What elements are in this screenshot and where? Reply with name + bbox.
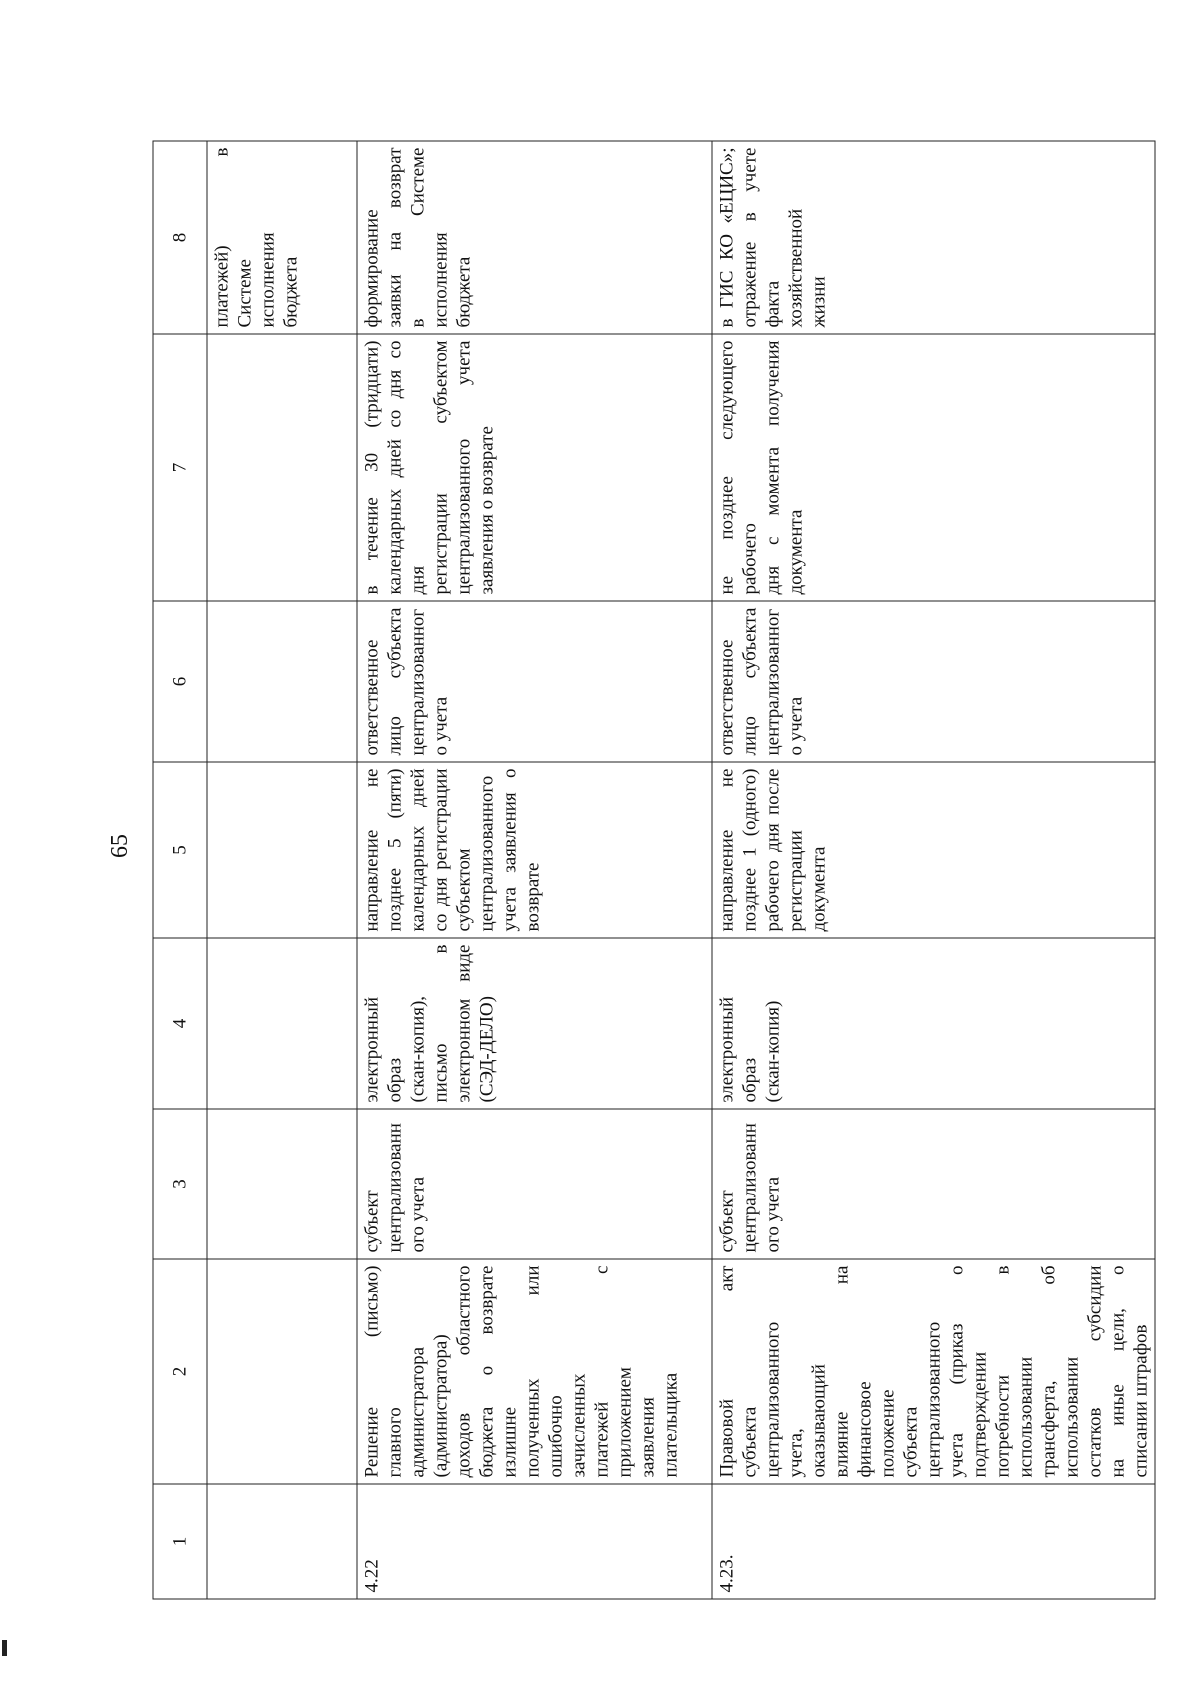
cell-text-line: трансферта, об [1038,1265,1060,1478]
cell-text-line: позднее 5 (пяти) [384,768,406,932]
cell-text-line: о учета [430,696,452,756]
cell-text-line: образ [384,1057,406,1103]
cell-text-line: централизованного [762,1321,784,1478]
cell-text-line: субъектом [453,848,475,932]
cell-text-line: регистрации [785,830,807,932]
cell-form [207,938,357,1109]
cell-text-line: факта [762,280,784,328]
cell-result [357,141,712,334]
cell-sender [207,1109,357,1259]
cell-text-line: календарных дней [407,768,429,932]
cell-text-line: субъекта [739,1406,761,1478]
cell-text-line: использовании [1061,1356,1083,1478]
cell-text-line: дня с момента получения [762,340,784,595]
cell-text-line: ответственное [361,639,383,756]
cell-text-line: ого учета [762,1176,784,1253]
column-header: 5 [153,762,207,938]
cell-text-line: положение [877,1389,899,1478]
cell-text-line: календарных дней со дня со дня [384,340,429,595]
cell-text-line: централизованн [739,1123,761,1253]
cell-text-line: администратора [407,1346,429,1478]
column-header: 7 [153,334,207,601]
cell-text-line: возврате [522,862,544,932]
cell-form [357,938,712,1109]
cell-text-line: ого учета [407,1176,429,1253]
cell-text-line: доходов областного [453,1265,475,1478]
cell-text-line: лицо субъекта [739,607,761,756]
cell-responsible [712,601,1155,762]
table-rotated-container [153,142,1152,1600]
cell-deadline-processing [207,334,357,601]
cell-result [712,141,1155,334]
cell-text-line: главного [384,1407,406,1478]
procedure-table [153,141,1156,1600]
cell-sender [357,1109,712,1259]
cell-text-line: письмо в [430,944,452,1103]
cell-number [712,1484,1155,1599]
column-header: 1 [153,1484,207,1599]
table-row-4-23 [712,141,1155,1599]
cell-text-line: (СЭД-ДЕЛО) [476,996,498,1103]
cell-text-line: Правовой акт [716,1265,738,1478]
cell-text-line: в Системе [407,147,429,328]
cell-text-line: Системе [234,259,256,328]
cell-text-line: централизованног [407,608,429,756]
column-header: 8 [153,141,207,334]
cell-deadline-transfer [357,762,712,938]
table-row-continued [207,141,357,1599]
cell-text-line: списании штрафов [1130,1324,1152,1478]
cell-text-line: учета заявления о [499,768,521,932]
cell-text-line: 4.23. [716,1554,738,1593]
cell-text-line: жизни [808,276,830,328]
cell-responsible [207,601,357,762]
cell-text-line: централизованного [923,1321,945,1478]
cell-text-line: электронном виде [453,944,475,1103]
cell-form [712,938,1155,1109]
cell-text-line: подтверждении [969,1351,991,1478]
cell-deadline-processing [712,334,1155,601]
column-header: 6 [153,601,207,762]
cell-text-line: направление не [361,768,383,932]
cell-responsible [357,601,712,762]
cell-text-line: использовании [1015,1356,1037,1478]
column-header: 2 [153,1259,207,1484]
cell-text-line: отражение в учете [739,147,761,328]
cell-document [357,1259,712,1484]
cell-number [207,1484,357,1599]
cell-text-line: ответственное [716,639,738,756]
cell-text-line: (администратора) [430,1334,452,1478]
cell-text-line: исполнения [430,232,452,328]
cell-text-line: зачисленных [568,1373,590,1478]
cell-text-line: бюджета [280,256,302,328]
cell-text-line: централизованного учета [453,340,475,595]
cell-text-line: заявки на возврат [384,147,406,328]
cell-deadline-processing [357,334,712,601]
cell-text-line: остатков субсидии [1084,1265,1106,1478]
cell-text-line: влияние на [831,1265,853,1478]
page-number: 65 [107,834,133,858]
cell-text-line: регистрации субъектом [430,340,452,595]
cell-text-line: бюджета [453,256,475,328]
cell-document [207,1259,357,1484]
cell-text-line: заявления о возврате [476,426,498,595]
cell-text-line: платежей с [591,1265,613,1478]
cell-text-line: Решение (письмо) [361,1265,383,1478]
cell-text-line: документа [808,846,830,932]
cell-text-line: хозяйственной [785,208,807,328]
cell-text-line: образ [739,1057,761,1103]
cell-number [357,1484,712,1599]
cell-text-line: о учета [785,696,807,756]
table-header-row [153,141,207,1599]
cell-text-line: субъект [716,1190,738,1253]
cell-text-line: в ГИС КО «ЕЦИС»; [716,147,738,328]
cell-text-line: субъект [361,1190,383,1253]
cell-text-line: на иные цели, о [1107,1265,1129,1478]
cell-deadline-transfer [207,762,357,938]
column-header: 3 [153,1109,207,1259]
cell-text-line: 4.22 [361,1559,383,1593]
cell-text-line: финансовое [854,1381,876,1478]
cell-text-line: исполнения [257,232,279,328]
cell-text-line: централизованного [476,775,498,932]
cell-text-line: приложением [614,1367,636,1478]
cell-text-line: (скан-копия), [407,995,429,1103]
cell-text-line: излишне [499,1406,521,1478]
cell-text-line: субъекта [900,1406,922,1478]
cell-text-line: со дня регистрации [430,768,452,932]
cell-text-line: документа [785,509,807,595]
cell-text-line: потребности в [992,1265,1014,1478]
cell-text-line: электронный [716,996,738,1103]
cell-text-line: плательщика [660,1372,682,1478]
cell-text-line: электронный [361,996,383,1103]
table-row-4-22 [357,141,712,1599]
cell-text-line: централизованног [762,608,784,756]
cell-text-line: не позднее следующего рабочего [716,340,761,595]
cell-text-line: оказывающий [808,1364,830,1478]
cell-text-line: учета, [785,1428,807,1478]
cell-document [712,1259,1155,1484]
cell-text-line: заявления [637,1397,659,1478]
scan-corner-mark [2,1640,7,1656]
cell-text-line: централизованн [384,1123,406,1253]
cell-text-line: учета (приказ о [946,1265,968,1478]
cell-text-line: направление не [716,768,738,932]
cell-text-line: полученных или [522,1265,544,1478]
cell-text-line: платежей) в [211,147,233,328]
cell-text-line: бюджета о возврате [476,1265,498,1478]
cell-text-line: ошибочно [545,1395,567,1478]
cell-sender [712,1109,1155,1259]
cell-result [207,141,357,334]
cell-deadline-transfer [712,762,1155,938]
cell-text-line: рабочего дня после [762,768,784,932]
cell-text-line: (скан-копия) [762,1000,784,1103]
cell-text-line: позднее 1 (одного) [739,768,761,932]
cell-text-line: в течение 30 (тридцати) [361,340,383,595]
column-header: 4 [153,938,207,1109]
cell-text-line: формирование [361,209,383,328]
cell-text-line: лицо субъекта [384,607,406,756]
